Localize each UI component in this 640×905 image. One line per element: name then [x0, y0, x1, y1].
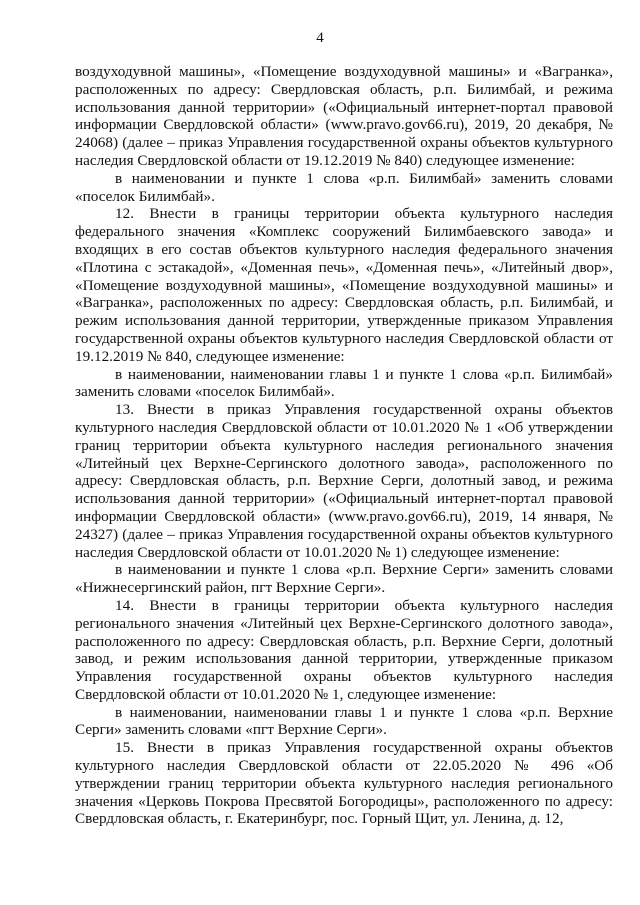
paragraph-item-14: 14. Внести в границы территории объекта культурного наследия регионального значения «Литейный цех Верхне-Сергинского долотного завода», расположенного по адресу: Свердловская область, р.п. Верхние Серги, долотный завод, и режим использования данной территории, утвержденные приказом Управления государственной охраны объектов культурного наследия Свердловской области от 10.01.2020 № 1, следующее изменение: — [75, 596, 613, 703]
paragraph-item-13: 13. Внести в приказ Управления государственной охраны объектов культурного наследия Свердловской области от 10.01.2020 № 1 «Об утверждении границ территории объекта культурного наследия регионального значения «Литейный цех Верхне-Сергинского долотного завода», расположенного по адресу: Свердловская область, р.п. Верхние Серги, долотный завод, и режима использования данной территории» («Официальный интернет-портал правовой информации Свердловской области» (www.pravo.gov66.ru), 2019, 14 января, № 24327) (далее – приказ Управления государственной охраны объектов культурного наследия Свердловской области от 10.01.2020 № 1) следующее изменение: — [75, 401, 613, 561]
paragraph-amendment: в наименовании, наименовании главы 1 и пункте 1 слова «р.п. Верхние Серги» заменить словами «пгт Верхние Серги». — [75, 703, 613, 739]
paragraph-item-12: 12. Внести в границы территории объекта культурного наследия федерального значения «Комплекс сооружений Билимбаевского завода» и входящих в его состав объектов культурного наследия федерального значения «Плотина с эстакадой», «Доменная печь», «Доменная печь», «Литейный двор», «Помещение воздуходувной машины», «Помещение воздуходувной машины» и «Вагранка», расположенных по адресу: Свердловская область, р.п. Билимбай, и режим использования данной территории, утвержденные приказом Управления государственной охраны объектов культурного наследия Свердловской области от 19.12.2019 № 840, следующее изменение: — [75, 205, 613, 365]
document-body — [75, 63, 613, 828]
page-number: 4 — [316, 30, 324, 46]
paragraph-continuation: воздуходувной машины», «Помещение воздуходувной машины» и «Вагранка», расположенных по адресу: Свердловская область, р.п. Билимбай, и режима использования данной территории» («Официальный интернет-портал правовой информации Свердловской области» (www.pravo.gov66.ru), 2019, 20 декабря, № 24068) (далее – приказ Управления государственной охраны объектов культурного наследия Свердловской области от 19.12.2019 № 840) следующее изменение: — [75, 63, 613, 169]
paragraph-amendment: в наименовании, наименовании главы 1 и пункте 1 слова «р.п. Билимбай» заменить словами «поселок Билимбай». — [75, 365, 613, 401]
paragraph-item-15: 15. Внести в приказ Управления государственной охраны объектов культурного наследия Свердловской области от 22.05.2020 № 496 «Об утверждении границ территории объекта культурного наследия регионального значения «Церковь Покрова Пресвятой Богородицы», расположенного по адресу: Свердловская область, г. Екатеринбург, пос. Горный Щит, ул. Ленина, д. 12, — [75, 739, 613, 828]
paragraph-amendment: в наименовании и пункте 1 слова «р.п. Билимбай» заменить словами «поселок Билимбай». — [75, 169, 613, 205]
paragraph-amendment: в наименовании и пункте 1 слова «р.п. Верхние Серги» заменить словами «Нижнесергинский район, пгт Верхние Серги». — [75, 561, 613, 597]
